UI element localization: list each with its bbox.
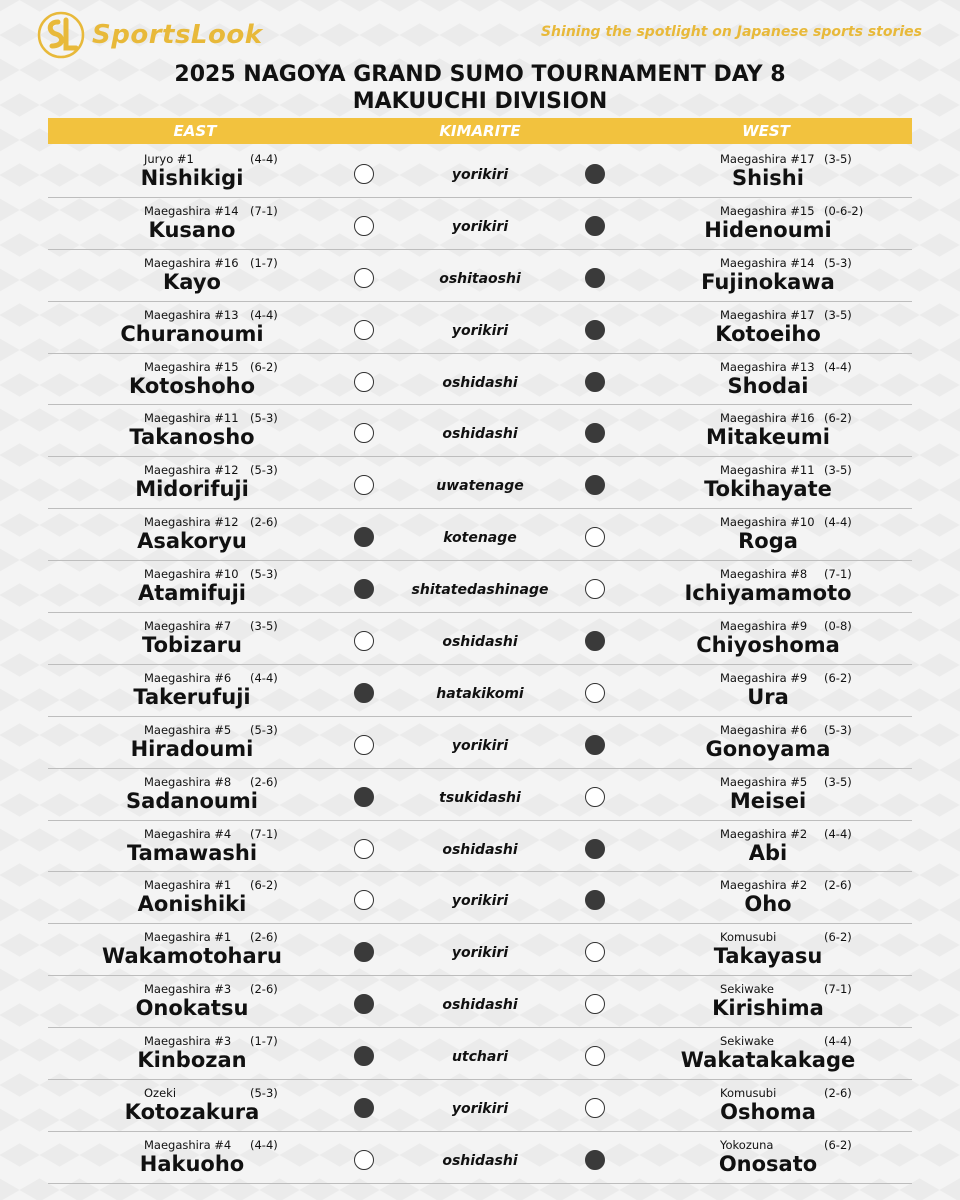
west-wrestler-name: Roga <box>738 529 798 554</box>
east-record: (4-4) <box>250 670 278 685</box>
east-rank: Maegashira #4 <box>144 1137 232 1152</box>
west-record: (4-4) <box>824 1034 852 1049</box>
west-rank: Komusubi <box>720 930 777 945</box>
east-rank: Maegashira #6 <box>144 670 232 685</box>
east-result-icon <box>354 1046 374 1066</box>
east-result-icon <box>354 735 374 755</box>
west-record: (4-4) <box>824 359 852 374</box>
east-record: (2-6) <box>250 930 278 945</box>
west-result-icon <box>585 839 605 859</box>
west-rank: Maegashira #5 <box>720 774 808 789</box>
west-rank: Maegashira #17 <box>720 152 815 166</box>
east-rank: Maegashira #1 <box>144 878 232 893</box>
west-wrestler-name: Oshoma <box>720 1100 816 1125</box>
column-header-kimarite: KIMARITE <box>439 122 521 140</box>
east-wrestler-name: Takanosho <box>129 425 255 450</box>
west-wrestler-name: Shishi <box>732 166 804 190</box>
west-rank: Sekiwake <box>720 982 775 997</box>
west-record: (0-8) <box>824 619 852 634</box>
bout-row <box>48 561 912 613</box>
east-wrestler-name: Midorifuji <box>135 477 249 502</box>
kimarite: oshidashi <box>442 841 518 858</box>
west-record: (7-1) <box>824 567 852 582</box>
west-rank: Maegashira #9 <box>720 619 808 634</box>
east-rank: Maegashira #12 <box>144 463 239 478</box>
bout-row <box>48 250 912 302</box>
east-record: (7-1) <box>250 203 278 218</box>
kimarite: utchari <box>451 1049 509 1066</box>
east-rank: Maegashira #7 <box>144 619 232 634</box>
west-result-icon <box>585 994 605 1014</box>
west-wrestler-name: Ichiyamamoto <box>684 581 852 606</box>
east-record: (1-7) <box>250 255 278 270</box>
kimarite: yorikiri <box>451 167 509 183</box>
east-wrestler-name: Asakoryu <box>137 529 247 554</box>
east-result-icon <box>354 1098 374 1118</box>
west-rank: Maegashira #16 <box>720 411 815 426</box>
west-record: (3-5) <box>824 463 852 478</box>
east-result-icon <box>354 475 374 495</box>
east-result-icon <box>354 216 374 236</box>
east-record: (5-3) <box>250 463 278 478</box>
east-rank: Maegashira #10 <box>144 567 239 582</box>
header <box>0 0 960 62</box>
east-result-icon <box>354 1150 374 1170</box>
page-title: 2025 NAGOYA GRAND SUMO TOURNAMENT DAY 8 <box>174 62 786 87</box>
west-wrestler-name: Abi <box>748 840 788 865</box>
west-rank: Maegashira #15 <box>720 203 815 218</box>
east-wrestler-name: Takerufuji <box>133 684 251 709</box>
bout-row <box>48 1080 912 1132</box>
east-result-icon <box>354 631 374 651</box>
west-result-icon <box>585 372 605 392</box>
west-result-icon <box>585 735 605 755</box>
west-result-icon <box>585 890 605 910</box>
bout-row <box>48 613 912 665</box>
west-rank: Sekiwake <box>720 1034 775 1049</box>
west-result-icon <box>585 787 605 807</box>
bout-row <box>48 457 912 509</box>
west-result-icon <box>585 268 605 288</box>
west-wrestler-name: Hidenoumi <box>704 217 832 242</box>
east-rank: Maegashira #14 <box>144 203 239 218</box>
west-record: (7-1) <box>824 982 852 997</box>
kimarite: yorikiri <box>451 322 509 339</box>
east-result-icon <box>354 787 374 807</box>
west-wrestler-name: Fujinokawa <box>701 269 835 294</box>
west-rank: Maegashira #6 <box>720 722 808 737</box>
sl-logo-icon <box>36 10 86 60</box>
logo-text: SportsLook <box>92 20 263 50</box>
bout-row <box>48 354 912 406</box>
east-rank: Ozeki <box>144 1086 177 1101</box>
east-rank: Maegashira #4 <box>144 826 232 841</box>
west-rank: Komusubi <box>720 1086 777 1101</box>
east-wrestler-name: Wakamotoharu <box>102 944 282 969</box>
east-result-icon <box>354 579 374 599</box>
west-rank: Maegashira #13 <box>720 359 815 374</box>
west-record: (6-2) <box>824 930 852 945</box>
east-result-icon <box>354 994 374 1014</box>
east-wrestler-name: Aonishiki <box>137 892 247 917</box>
kimarite: tsukidashi <box>439 789 521 806</box>
east-record: (5-3) <box>250 722 278 737</box>
east-record: (3-5) <box>250 619 278 634</box>
west-wrestler-name: Meisei <box>729 788 807 813</box>
west-record: (6-2) <box>824 411 852 426</box>
west-result-icon <box>585 631 605 651</box>
east-record: (2-6) <box>250 774 278 789</box>
bout-row <box>48 665 912 717</box>
west-wrestler-name: Takayasu <box>713 944 823 969</box>
bout-row <box>48 769 912 821</box>
east-rank: Maegashira #16 <box>144 255 239 270</box>
kimarite: yorikiri <box>451 893 509 910</box>
east-record: (4-4) <box>250 152 278 166</box>
west-rank: Maegashira #14 <box>720 255 815 270</box>
east-rank: Maegashira #1 <box>144 930 232 945</box>
east-rank: Maegashira #15 <box>144 359 239 374</box>
kimarite: oshidashi <box>442 997 518 1014</box>
kimarite: oshidashi <box>442 374 518 391</box>
west-wrestler-name: Gonoyama <box>705 736 831 761</box>
west-result-icon <box>585 579 605 599</box>
east-wrestler-name: Kusano <box>148 217 236 242</box>
column-header-east: EAST <box>173 122 217 140</box>
kimarite: yorikiri <box>451 1101 509 1118</box>
east-result-icon <box>354 268 374 288</box>
west-record: (3-5) <box>824 152 852 166</box>
east-record: (6-2) <box>250 878 278 893</box>
west-result-icon <box>585 216 605 236</box>
column-header-west: WEST <box>742 122 790 140</box>
bout-row <box>48 405 912 457</box>
east-record: (5-3) <box>250 1086 278 1101</box>
east-rank: Maegashira #3 <box>144 982 232 997</box>
west-result-icon <box>585 683 605 703</box>
west-result-icon <box>585 527 605 547</box>
bout-row <box>48 302 912 354</box>
west-wrestler-name: Oho <box>744 892 792 917</box>
kimarite: shitatedashinage <box>411 582 549 599</box>
east-record: (5-3) <box>250 411 278 426</box>
bout-row <box>48 1028 912 1080</box>
west-record: (6-2) <box>824 670 852 685</box>
kimarite: oshidashi <box>442 634 518 651</box>
east-rank: Juryo #1 <box>144 152 194 166</box>
kimarite: oshitaoshi <box>439 270 521 287</box>
west-result-icon <box>585 423 605 443</box>
west-record: (4-4) <box>824 826 852 841</box>
tagline: Shining the spotlight on Japanese sports stories <box>540 24 922 40</box>
west-wrestler-name: Ura <box>747 684 789 709</box>
west-wrestler-name: Shodai <box>727 373 809 398</box>
east-wrestler-name: Onokatsu <box>135 996 249 1021</box>
east-result-icon <box>354 942 374 962</box>
east-record: (4-4) <box>250 307 278 322</box>
east-wrestler-name: Hakuoho <box>139 1151 245 1176</box>
west-record: (5-3) <box>824 255 852 270</box>
west-wrestler-name: Tokihayate <box>704 477 832 502</box>
west-rank: Maegashira #2 <box>720 878 808 893</box>
kimarite: hatakikomi <box>436 685 524 702</box>
east-record: (2-6) <box>250 982 278 997</box>
east-wrestler-name: Tobizaru <box>142 633 242 658</box>
west-record: (3-5) <box>824 307 852 322</box>
west-rank: Maegashira #11 <box>720 463 815 478</box>
sportslook-logo[interactable] <box>36 10 263 60</box>
west-wrestler-name: Mitakeumi <box>706 425 830 450</box>
bout-row <box>48 976 912 1028</box>
west-result-icon <box>585 475 605 495</box>
east-record: (6-2) <box>250 359 278 374</box>
east-rank: Maegashira #3 <box>144 1034 232 1049</box>
east-record: (4-4) <box>250 1137 278 1152</box>
west-wrestler-name: Kotoeiho <box>715 321 821 346</box>
west-record: (2-6) <box>824 878 852 893</box>
west-result-icon <box>585 1046 605 1066</box>
east-result-icon <box>354 320 374 340</box>
column-header-bar <box>48 118 912 144</box>
east-result-icon <box>354 527 374 547</box>
east-rank: Maegashira #12 <box>144 515 239 530</box>
east-wrestler-name: Kayo <box>163 269 221 294</box>
east-record: (7-1) <box>250 826 278 841</box>
east-wrestler-name: Sadanoumi <box>126 788 258 813</box>
kimarite: oshidashi <box>442 426 518 443</box>
east-wrestler-name: Kotoshoho <box>128 373 256 398</box>
west-rank: Maegashira #8 <box>720 567 808 582</box>
west-record: (5-3) <box>824 722 852 737</box>
east-result-icon <box>354 839 374 859</box>
west-record: (0-6-2) <box>824 203 864 218</box>
east-rank: Maegashira #11 <box>144 411 239 426</box>
east-wrestler-name: Nishikigi <box>140 166 244 190</box>
west-record: (4-4) <box>824 515 852 530</box>
west-wrestler-name: Wakatakakage <box>680 1048 856 1073</box>
kimarite: yorikiri <box>451 945 509 962</box>
bout-row <box>48 146 912 198</box>
west-record: (3-5) <box>824 774 852 789</box>
bout-row <box>48 509 912 561</box>
east-record: (1-7) <box>250 1034 278 1049</box>
east-result-icon <box>354 890 374 910</box>
west-wrestler-name: Chiyoshoma <box>696 633 840 658</box>
west-rank: Maegashira #17 <box>720 307 815 322</box>
bout-list <box>48 146 912 1184</box>
kimarite: kotenage <box>443 530 517 547</box>
east-rank: Maegashira #13 <box>144 307 239 322</box>
east-wrestler-name: Tamawashi <box>126 840 258 865</box>
east-wrestler-name: Churanoumi <box>120 321 264 346</box>
west-wrestler-name: Kirishima <box>712 996 824 1021</box>
east-rank: Maegashira #8 <box>144 774 232 789</box>
kimarite: yorikiri <box>451 737 509 754</box>
west-result-icon <box>585 164 605 184</box>
west-record: (6-2) <box>824 1137 852 1152</box>
west-rank: Maegashira #9 <box>720 670 808 685</box>
west-result-icon <box>585 1150 605 1170</box>
west-rank: Yokozuna <box>720 1137 774 1152</box>
west-result-icon <box>585 320 605 340</box>
kimarite: uwatenage <box>436 478 524 495</box>
east-record: (2-6) <box>250 515 278 530</box>
west-rank: Maegashira #2 <box>720 826 808 841</box>
bout-row <box>48 1132 912 1184</box>
east-rank: Maegashira #5 <box>144 722 232 737</box>
east-wrestler-name: Hiradoumi <box>130 736 254 761</box>
page-subtitle: MAKUUCHI DIVISION <box>352 89 608 114</box>
west-result-icon <box>585 1098 605 1118</box>
bout-row <box>48 924 912 976</box>
east-result-icon <box>354 372 374 392</box>
bout-row <box>48 821 912 873</box>
east-record: (5-3) <box>250 567 278 582</box>
bout-row <box>48 198 912 250</box>
kimarite: yorikiri <box>451 218 509 235</box>
east-result-icon <box>354 683 374 703</box>
west-record: (2-6) <box>824 1086 852 1101</box>
kimarite: oshidashi <box>442 1152 518 1169</box>
east-wrestler-name: Kinbozan <box>137 1048 247 1073</box>
west-result-icon <box>585 942 605 962</box>
bout-row <box>48 872 912 924</box>
east-result-icon <box>354 164 374 184</box>
bout-row <box>48 717 912 769</box>
east-result-icon <box>354 423 374 443</box>
east-wrestler-name: Kotozakura <box>124 1100 260 1125</box>
east-wrestler-name: Atamifuji <box>137 581 247 606</box>
west-wrestler-name: Onosato <box>718 1151 818 1176</box>
west-rank: Maegashira #10 <box>720 515 815 530</box>
